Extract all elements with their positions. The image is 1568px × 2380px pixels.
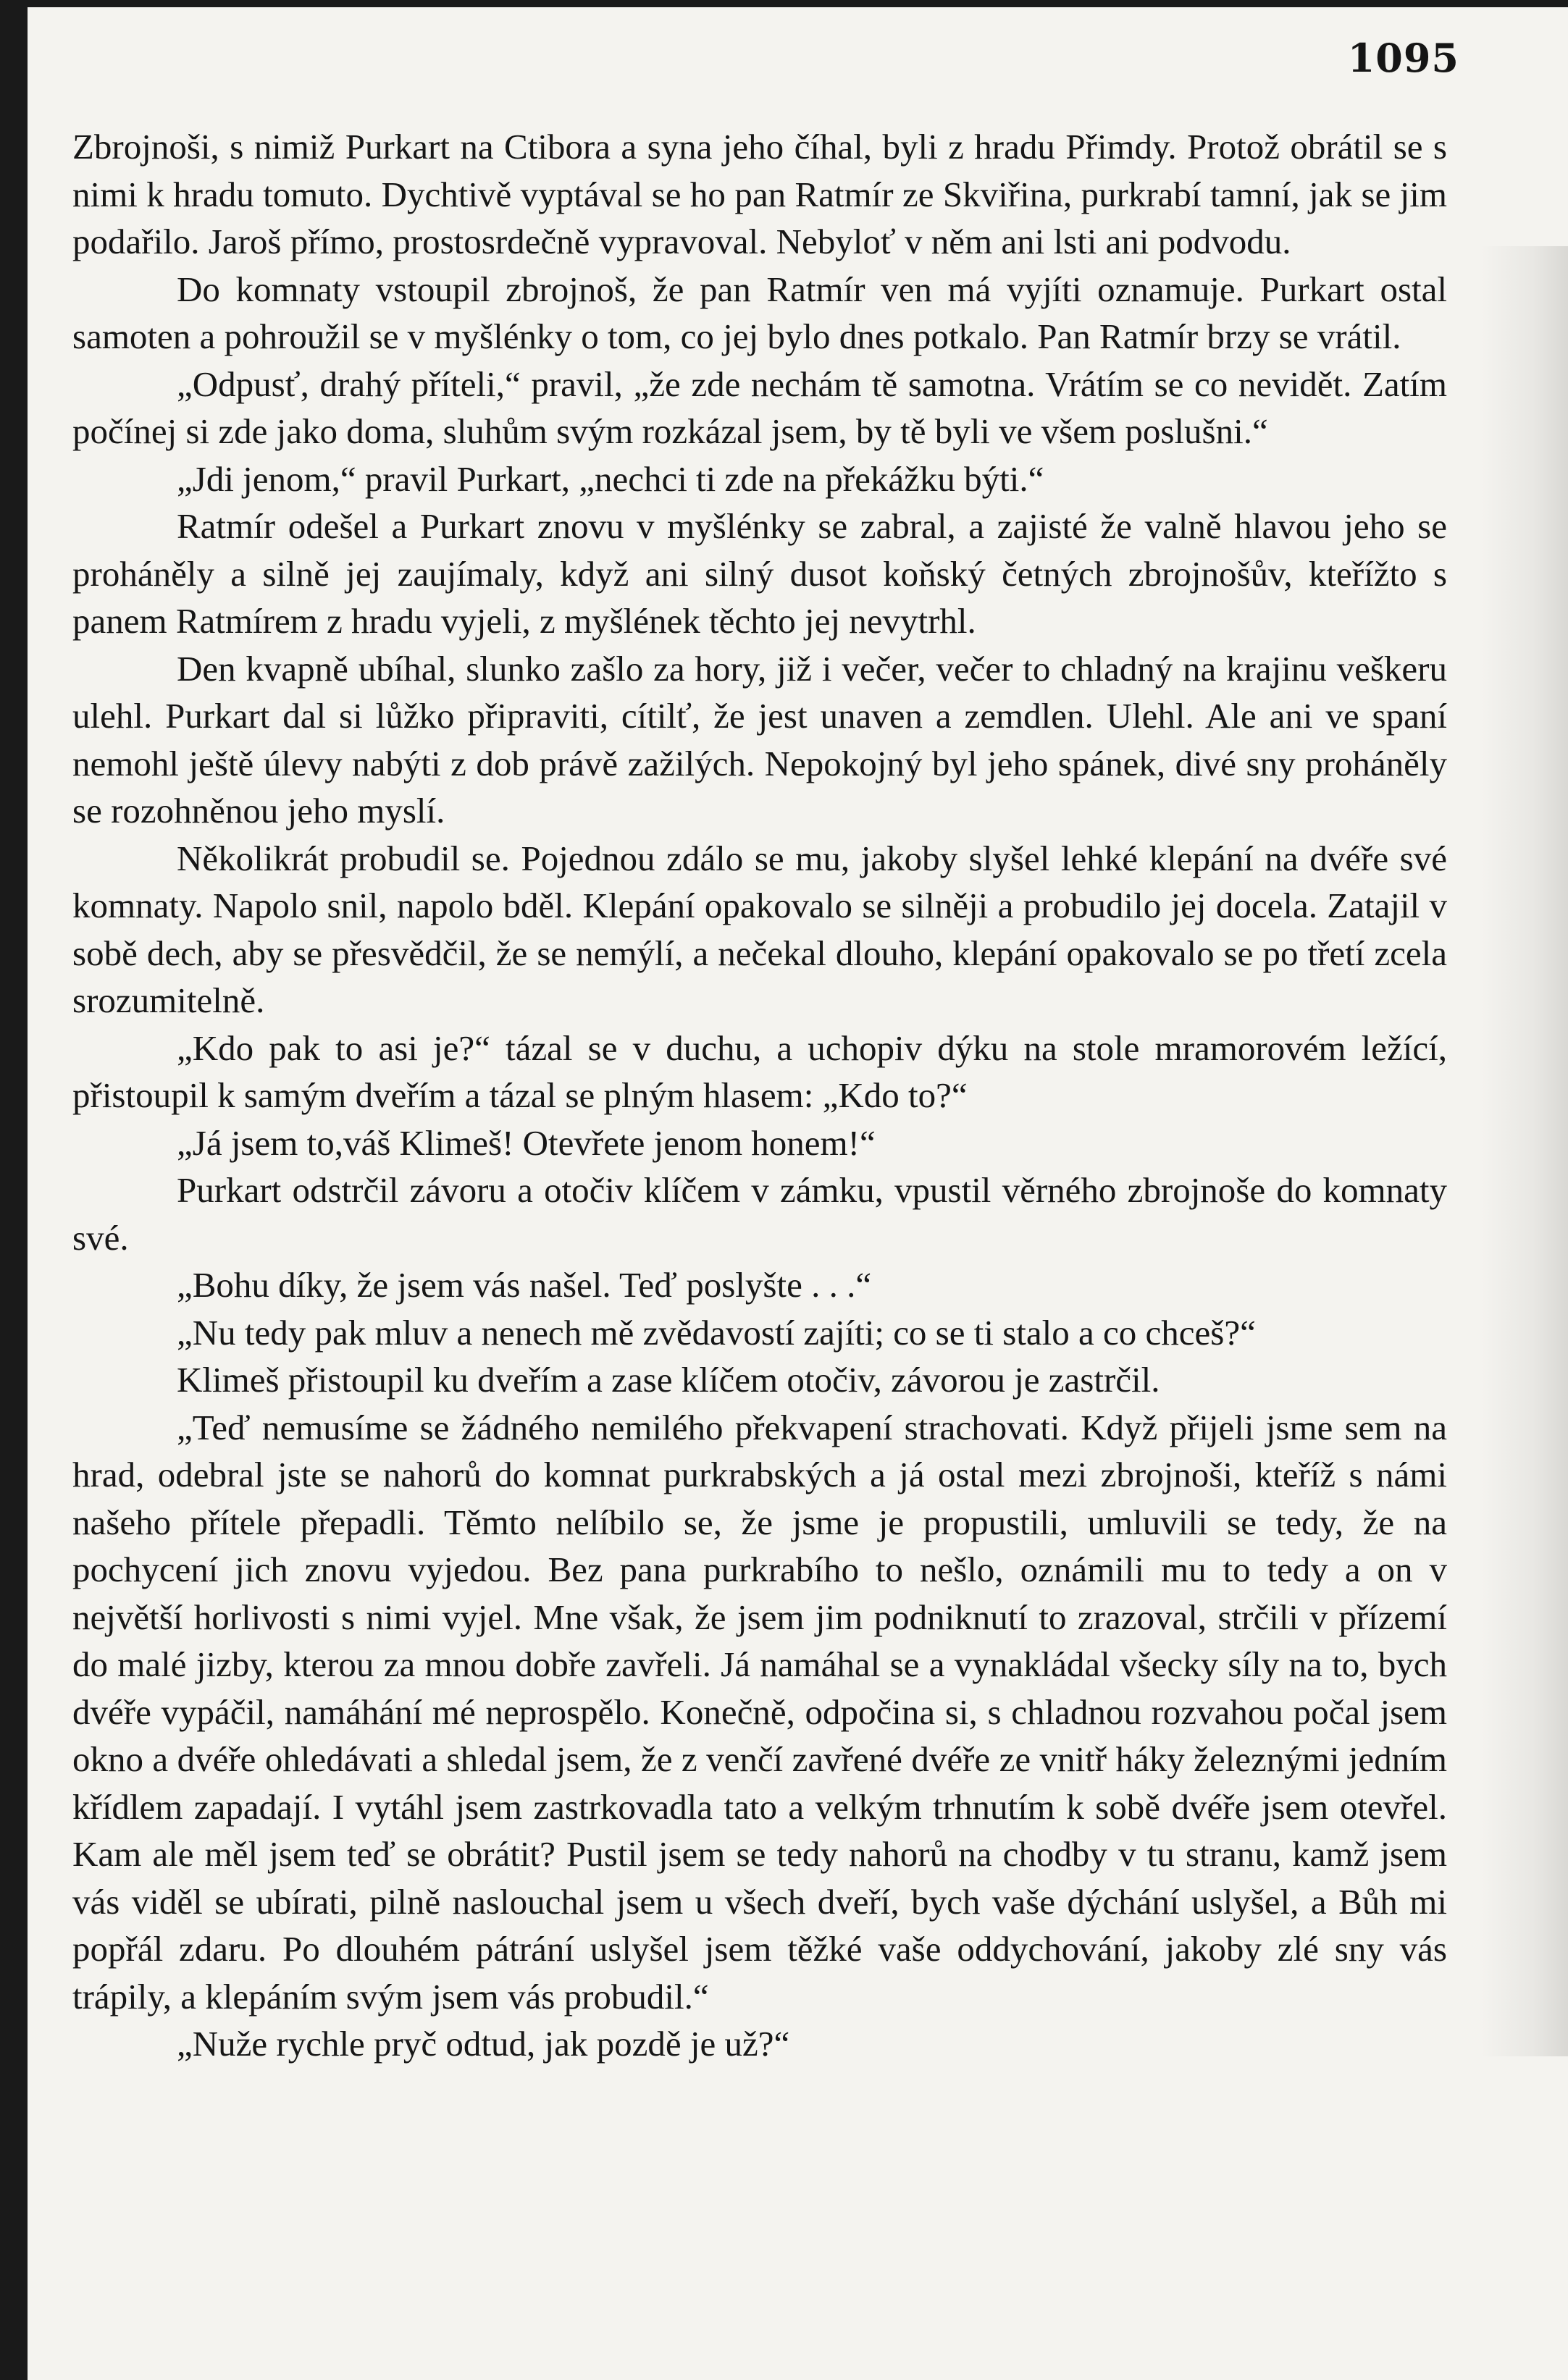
page-number: 1095 bbox=[1347, 35, 1459, 81]
body-text bbox=[72, 123, 1447, 2068]
paragraph: „Odpusť, drahý příteli,“ pravil, „že zde nechám tě samotna. Vrátím se co nevidět. Zatím počínej si zde jako doma, sluhům svým rozkázal jsem, by tě byli ve všem poslušni.“ bbox=[72, 363, 1447, 451]
paragraph: Purkart odstrčil závoru a otočiv klíčem v zámku, vpustil věrného zbrojnoše do komnaty své. bbox=[72, 1170, 1447, 1258]
paragraph: Ratmír odešel a Purkart znovu v myšlénky se zabral, a zajisté že valně hlavou jeho se proháněly a silně jej zaujímaly, když ani silný dusot koňský četných zbrojnošův, kteřížto s panem Ratmírem z hradu vyjeli, z myšlének těchto jej nevytrhl. bbox=[72, 506, 1447, 641]
paragraph: „Kdo pak to asi je?“ tázal se v duchu, a uchopiv dýku na stole mramorovém ležící, přistoupil k samým dveřím a tázal se plným hlasem: „Kdo to?“ bbox=[72, 1027, 1447, 1115]
paragraph: „Bohu díky, že jsem vás našel. Teď poslyšte . . .“ bbox=[177, 1265, 872, 1305]
paragraph: Několikrát probudil se. Pojednou zdálo se mu, jakoby slyšel lehké klepání na dvéře své komnaty. Napolo snil, napolo bděl. Klepání opakovalo se silněji a probudilo jej docela. Zatajil v sobě dech, aby se přesvědčil, že se nemýlí, a nečekal dlouho, klepání opakovalo se po třetí zcela srozumitelně. bbox=[72, 838, 1447, 1020]
page-bleed-through bbox=[1481, 246, 1568, 2056]
paragraph: Den kvapně ubíhal, slunko zašlo za hory, již i večer, večer to chladný na krajinu veškeru ulehl. Purkart dal si lůžko připraviti, cítilť, že jest unaven a zemdlen. Ulehl. Ale ani ve spaní nemohl ještě úlevy nabýti z dob právě zažilých. Nepokojný byl jeho spánek, divé sny proháněly se rozohněnou jeho myslí. bbox=[72, 648, 1447, 831]
paragraph: „Nuže rychle pryč odtud, jak pozdě je už?“ bbox=[177, 2024, 790, 2064]
paragraph: Zbrojnoši, s nimiž Purkart na Ctibora a syna jeho číhal, byli z hradu Přimdy. Protož obrátil se s nimi k hradu tomuto. Dychtivě vyptával se ho pan Ratmír ze Skviřina, purkrabí tamní, jak se jim podařilo. Jaroš přímo, prostosrdečně vypravoval. Nebyloť v něm ani lsti ani podvodu. bbox=[72, 127, 1447, 261]
paragraph: „Teď nemusíme se žádného nemilého překvapení strachovati. Když přijeli jsme sem na hrad, odebral jste se nahorů do komnat purkrabských a já ostal mezi zbrojnoši, kteříž s námi našeho přítele přepadli. Těmto nelíbilo se, že jsme je propustili, umluvili se tedy, že na pochycení jich znovu vyjedou. Bez pana purkrabího to nešlo, oznámili mu to tedy a on v největší horlivosti s nimi vyjel. Mne však, že jsem jim podniknutí to zrazoval, strčili v přízemí do malé jizby, kterou za mnou dobře zavřeli. Já namáhal se a vynakládal všecky síly na to, bych dvéře vypáčil, namáhání mé neprospělo. Konečně, odpočina si, s chladnou rozvahou počal jsem okno a dvéře ohledávati a shledal jsem, že z venčí zavřené dvéře ze vnitř háky železnými jedním křídlem zapadají. I vytáhl jsem zastrkovadla tato a velkým trhnutím k sobě dvéře jsem otevřel. Kam ale měl jsem teď se obrátit? Pustil jsem se tedy nahorů na chodby v tu stranu, kamž jsem vás viděl se ubírati, pilně naslouchal jsem u všech dveří, bych vaše dýchání uslyšel, a Bůh mi popřál zdaru. Po dlouhém pátrání uslyšel jsem těžké vaše oddychování, jakoby zlé sny vás trápily, a klepáním svým jsem vás probudil.“ bbox=[72, 1407, 1447, 2017]
paragraph: Klimeš přistoupil ku dveřím a zase klíčem otočiv, závorou je zastrčil. bbox=[177, 1360, 1160, 1400]
paragraph: „Nu tedy pak mluv a nenech mě zvědavostí zajíti; co se ti stalo a co chceš?“ bbox=[177, 1312, 1256, 1353]
paragraph: „Já jsem to,váš Klimeš! Otevřete jenom honem!“ bbox=[177, 1122, 876, 1163]
paragraph: Do komnaty vstoupil zbrojnoš, že pan Ratmír ven má vyjíti oznamuje. Purkart ostal samoten a pohroužil se v myšlénky o tom, co jej bylo dnes potkalo. Pan Ratmír brzy se vrátil. bbox=[72, 269, 1447, 356]
book-page bbox=[28, 7, 1568, 2380]
paragraph: „Jdi jenom,“ pravil Purkart, „nechci ti zde na překážku býti.“ bbox=[177, 458, 1044, 499]
